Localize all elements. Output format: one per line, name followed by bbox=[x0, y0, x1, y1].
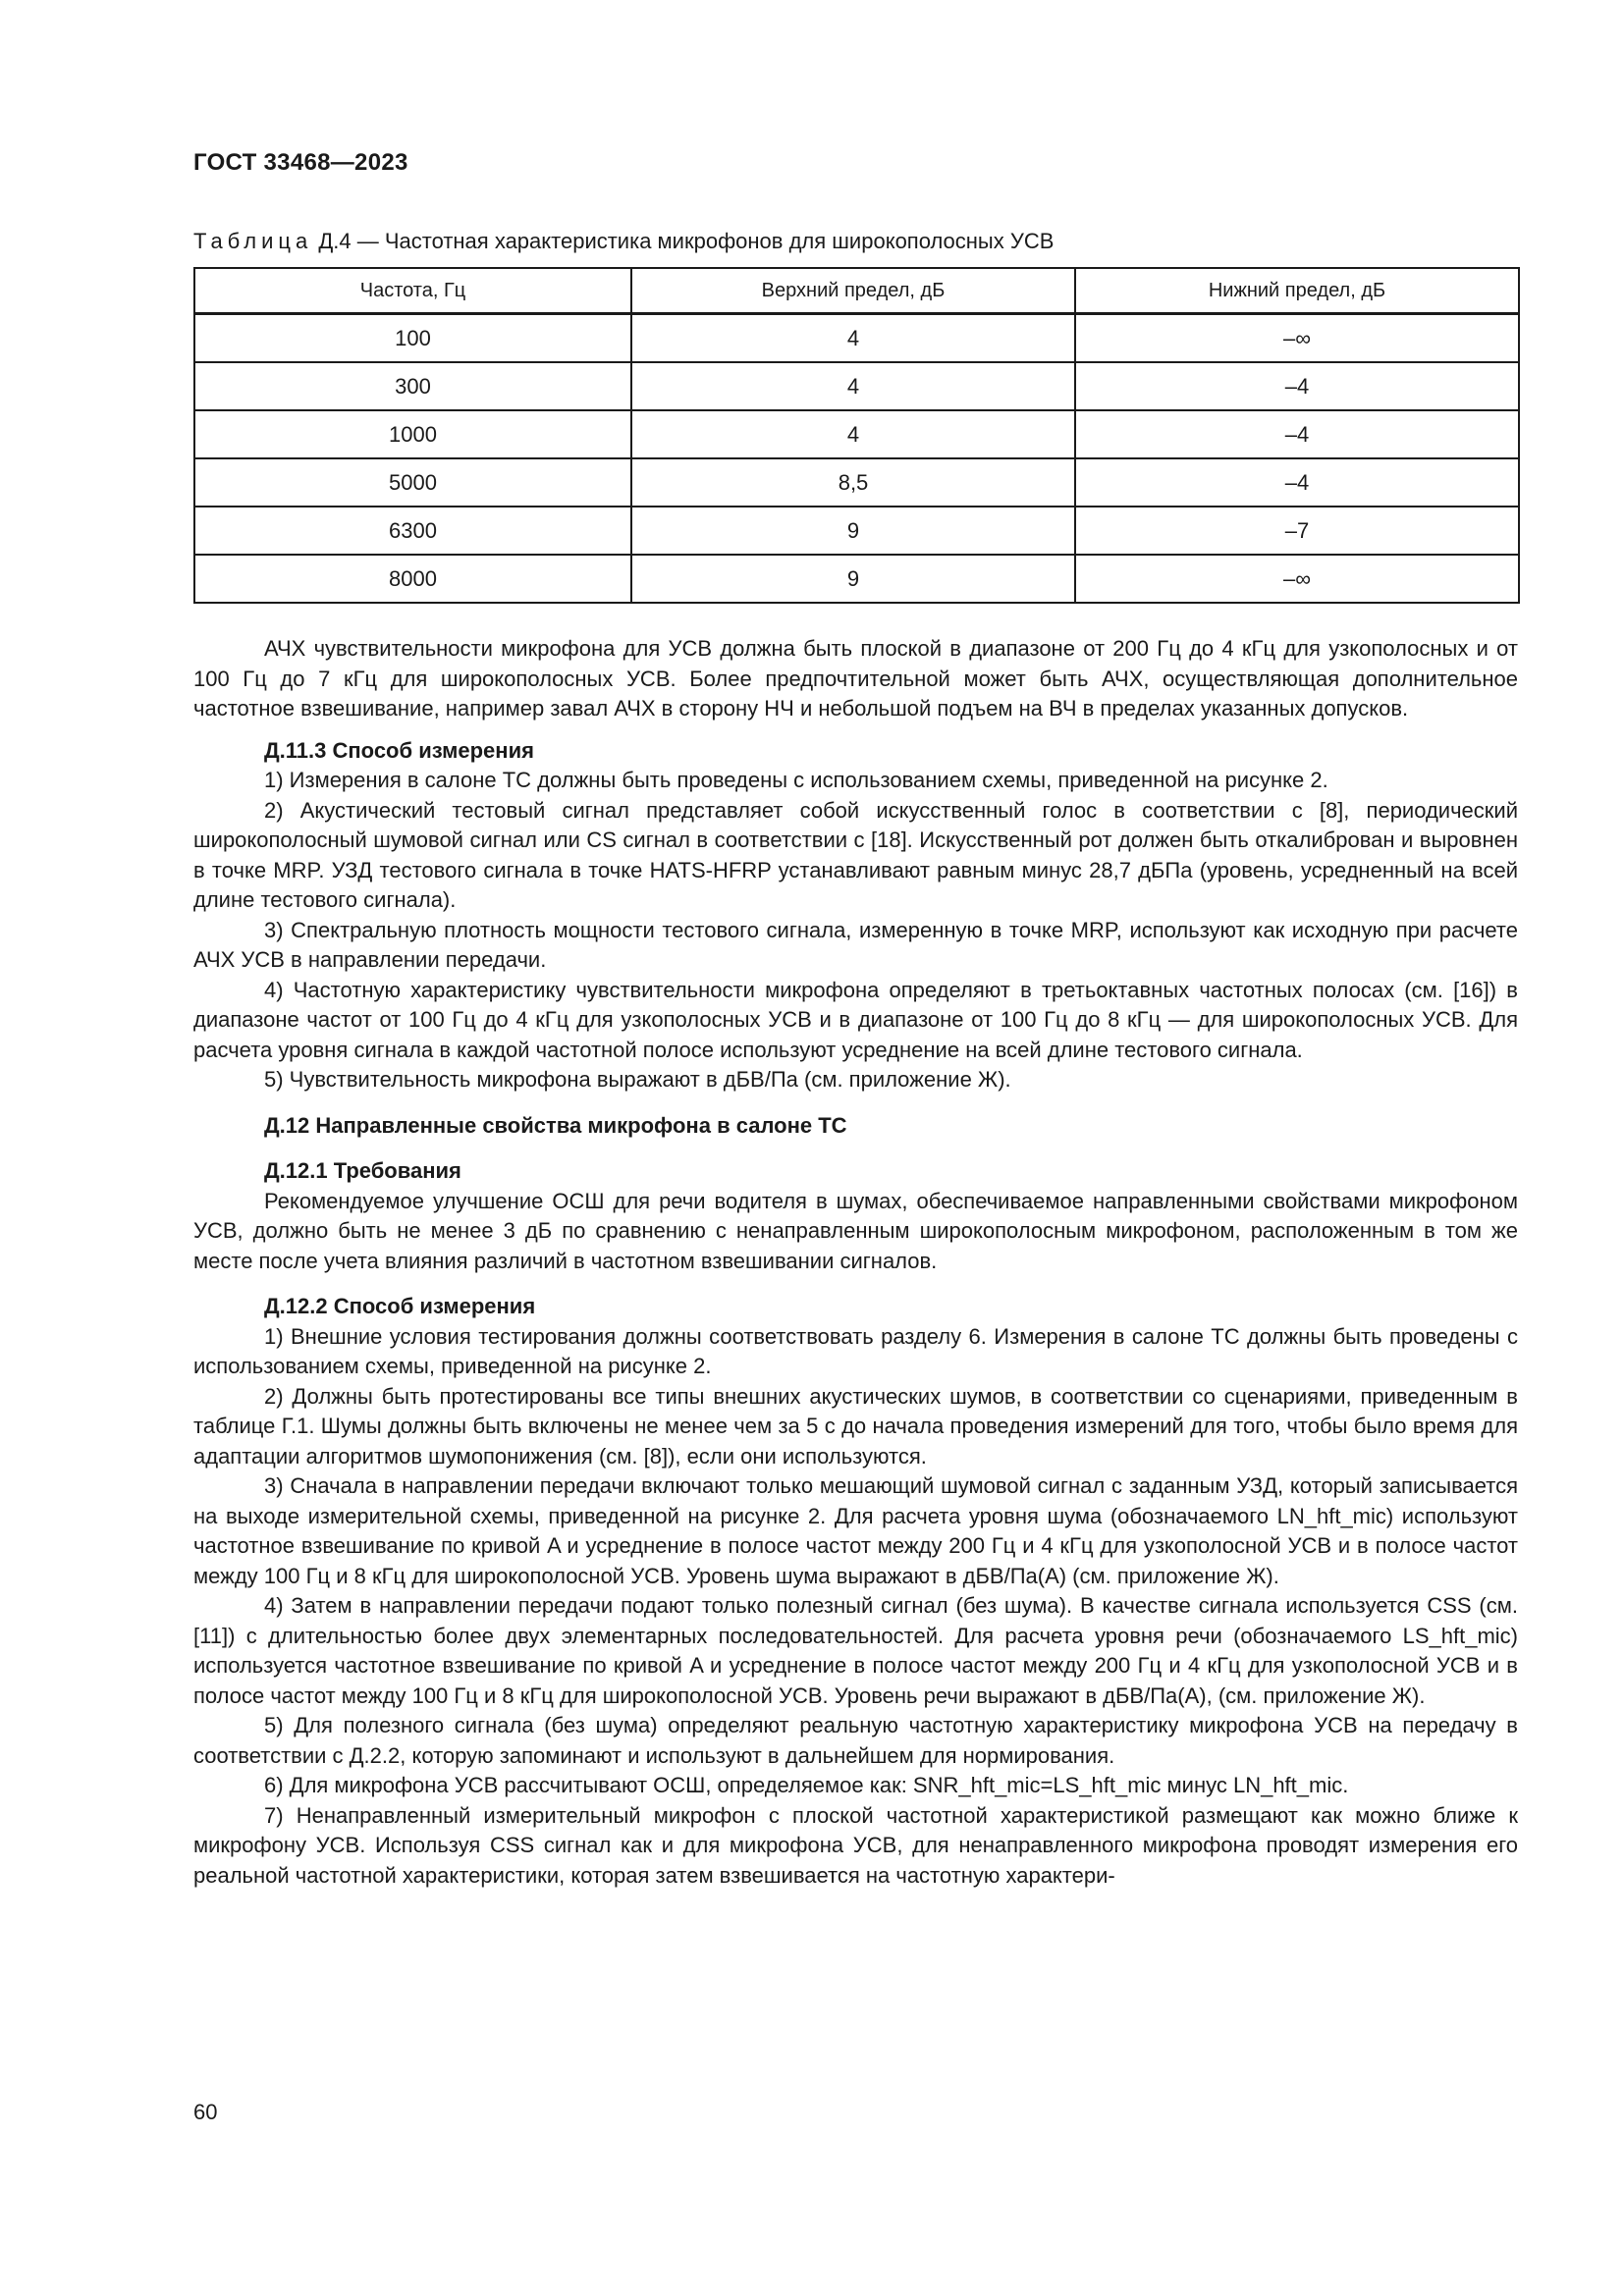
paragraph-d12-2-item-7: 7) Ненаправленный измерительный микрофон с плоской частотной характеристикой размещают как можно ближе к микрофону УСВ. Используя CSS сигнал как и для микрофона УСВ, для ненаправленного микрофона проводят измерения его реальной частотной характеристики, которая затем взвешивается на частотную характери- bbox=[193, 1802, 1518, 1888]
cell-frequency: 8000 bbox=[194, 555, 631, 603]
cell-upper-limit: 4 bbox=[631, 314, 1075, 363]
paragraph-d12-2-item-4: 4) Затем в направлении передачи подают только полезный сигнал (без шума). В качестве сигнала используется CSS (см. [11]) с длительностью более двух элементарных последовательностей. Для расчета уровня речи (обозначаемого LS_hft_mic) используется частотное взвешивание по кривой A и усреднение в полосе частот между 200 Гц и 4 кГц для узкополосной УСВ и в полосе частот между 100 Гц и 8 кГц для широкополосной УСВ. Уровень речи выражают в дБВ/Па(A), (см. приложение Ж). bbox=[193, 1593, 1518, 1708]
section-heading-d12: Д.12 Направленные свойства микрофона в салоне ТС bbox=[264, 1112, 847, 1138]
table-row bbox=[194, 555, 1519, 603]
cell-frequency: 6300 bbox=[194, 507, 631, 555]
paragraph-d12-2-item-2: 2) Должны быть протестированы все типы внешних акустических шумов, в соответствии со сценариями, приведенным в таблице Г.1. Шумы должны быть включены не менее чем за 5 с до начала проведения измерений для того, чтобы было время для адаптации алгоритмов шумопонижения (см. [8]), если они используются. bbox=[193, 1383, 1518, 1468]
body-text bbox=[193, 634, 1518, 1891]
frequency-response-table bbox=[193, 267, 1520, 604]
paragraph-d11-3-item-1: 1) Измерения в салоне ТС должны быть проведены с использованием схемы, приведенной на рисунке 2. bbox=[264, 768, 1328, 792]
table-caption bbox=[193, 229, 1054, 254]
section-heading-d12-2: Д.12.2 Способ измерения bbox=[264, 1294, 536, 1318]
cell-frequency: 300 bbox=[194, 362, 631, 410]
paragraph-d12-2-item-3: 3) Сначала в направлении передачи включают только мешающий шумовой сигнал с заданным УЗД, который записывается на выходе измерительной схемы, приведенной на рисунке 2. Для расчета уровня шума (обозначаемого LN_hft_mic) используют частотное взвешивание по кривой A и усреднение в полосе частот между 200 Гц и 4 кГц для узкополосной УСВ и в полосе частот между 100 Гц и 8 кГц для широкополосной УСВ. Уровень шума выражают в дБВ/Па(A) (см. приложение Ж). bbox=[193, 1473, 1518, 1588]
paragraph-d11-3-item-3: 3) Спектральную плотность мощности тестового сигнала, измеренную в точке MRP, используют как исходную при расчете АЧХ УСВ в направлении передачи. bbox=[193, 917, 1518, 972]
column-header-frequency: Частота, Гц bbox=[194, 268, 631, 314]
cell-lower-limit: –∞ bbox=[1075, 555, 1519, 603]
paragraph-d11-3-item-5: 5) Чувствительность микрофона выражают в дБВ/Па (см. приложение Ж). bbox=[264, 1067, 1011, 1092]
cell-upper-limit: 9 bbox=[631, 555, 1075, 603]
page-header-doc-code: ГОСТ 33468—2023 bbox=[193, 149, 408, 176]
table-caption-text: Д.4 — Частотная характеристика микрофонов для широкополосных УСВ bbox=[312, 229, 1055, 253]
paragraph-d12-2-item-5: 5) Для полезного сигнала (без шума) определяют реальную частотную характеристику микрофона УСВ на передачу в соответствии с Д.2.2, которую запоминают и используют в дальнейшем для нормирования. bbox=[193, 1713, 1518, 1768]
cell-upper-limit: 8,5 bbox=[631, 458, 1075, 507]
column-header-lower-limit: Нижний предел, дБ bbox=[1075, 268, 1519, 314]
cell-lower-limit: –4 bbox=[1075, 362, 1519, 410]
paragraph-intro: АЧХ чувствительности микрофона для УСВ должна быть плоской в диапазоне от 200 Гц до 4 кГц для узкополосных и от 100 Гц до 7 кГц для широкополосных УСВ. Более предпочтительной может быть АЧХ, осуществляющая дополнительное частотное взвешивание, например завал АЧХ в сторону НЧ и небольшой подъем на ВЧ в пределах указанных допусков. bbox=[193, 636, 1518, 721]
cell-upper-limit: 4 bbox=[631, 410, 1075, 458]
table-row bbox=[194, 458, 1519, 507]
paragraph-d12-2-item-6: 6) Для микрофона УСВ рассчитывают ОСШ, определяемое как: SNR_hft_mic=LS_hft_mic минус LN_hft_mic. bbox=[264, 1773, 1349, 1797]
table-row bbox=[194, 507, 1519, 555]
paragraph-d12-2-item-1: 1) Внешние условия тестирования должны соответствовать разделу 6. Измерения в салоне ТС должны быть проведены с использованием схемы, приведенной на рисунке 2. bbox=[193, 1323, 1518, 1378]
paragraph-d11-3-item-2: 2) Акустический тестовый сигнал представляет собой искусственный голос в соответствии с [8], периодический широкополосный шумовой сигнал или CS сигнал в соответствии с [18]. Искусственный рот должен быть откалиброван и выровнен в точке MRP. УЗД тестового сигнала в точке HATS-HFRP устанавливают равным минус 28,7 дБПа (уровень, усредненный на всей длине тестового сигнала). bbox=[193, 797, 1518, 912]
cell-lower-limit: –∞ bbox=[1075, 314, 1519, 363]
cell-upper-limit: 4 bbox=[631, 362, 1075, 410]
table-row bbox=[194, 410, 1519, 458]
cell-lower-limit: –4 bbox=[1075, 458, 1519, 507]
cell-frequency: 100 bbox=[194, 314, 631, 363]
table-row bbox=[194, 362, 1519, 410]
paragraph-d12-1: Рекомендуемое улучшение ОСШ для речи водителя в шумах, обеспечиваемое направленными свойствами микрофоном УСВ, должно быть не менее 3 дБ по сравнению с ненаправленным широкополосным микрофоном, расположенным в том же месте после учета влияния различий в частотном взвешивании сигналов. bbox=[193, 1188, 1518, 1273]
cell-upper-limit: 9 bbox=[631, 507, 1075, 555]
section-heading-d12-1: Д.12.1 Требования bbox=[264, 1158, 461, 1183]
paragraph-d11-3-item-4: 4) Частотную характеристику чувствительности микрофона определяют в третьоктавных частотных полосах (см. [16]) в диапазоне частот от 100 Гц до 4 кГц для узкополосных УСВ и в диапазоне от 100 Гц до 8 кГц — для широкополосных УСВ. Для расчета уровня сигнала в каждой частотной полосе используют усреднение на всей длине тестового сигнала. bbox=[193, 977, 1518, 1062]
cell-frequency: 5000 bbox=[194, 458, 631, 507]
table-row bbox=[194, 314, 1519, 363]
cell-lower-limit: –4 bbox=[1075, 410, 1519, 458]
section-heading-d11-3: Д.11.3 Способ измерения bbox=[264, 737, 534, 763]
cell-frequency: 1000 bbox=[194, 410, 631, 458]
table-header-row bbox=[194, 268, 1519, 314]
table-caption-label: Таблица bbox=[193, 229, 313, 253]
page-number: 60 bbox=[193, 2100, 218, 2124]
column-header-upper-limit: Верхний предел, дБ bbox=[631, 268, 1075, 314]
cell-lower-limit: –7 bbox=[1075, 507, 1519, 555]
